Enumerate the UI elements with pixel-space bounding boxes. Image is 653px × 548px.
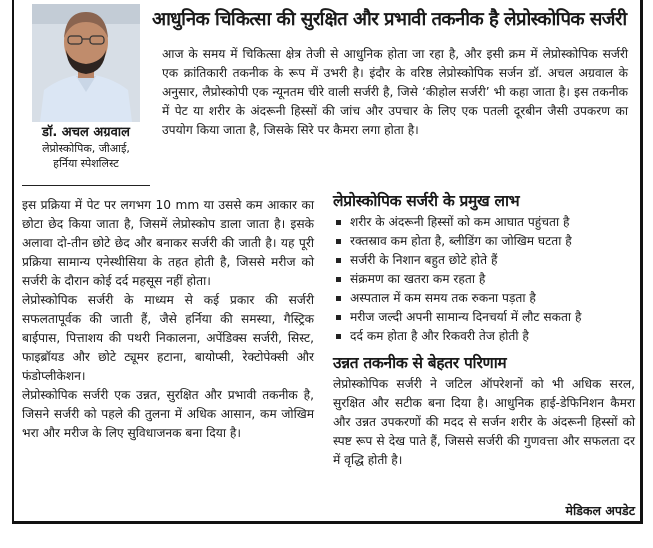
benefit-item <box>333 232 635 251</box>
benefit-text: रक्तस्राव कम होता है, ब्लीडिंग का जोखिम घटता है <box>350 234 572 248</box>
section-credit: मेडिकल अपडेट <box>565 503 635 518</box>
benefits-heading: लेप्रोस्कोपिक सर्जरी के प्रमुख लाभ <box>333 192 520 210</box>
benefit-text: सर्जरी के निशान बहुत छोटे होते हैं <box>350 253 498 267</box>
author-photo <box>32 4 140 122</box>
results-heading: उन्नत तकनीक से बेहतर परिणाम <box>333 354 507 372</box>
author-name: डॉ. अचल अग्रवाल <box>42 125 130 140</box>
bullet-icon <box>336 315 341 320</box>
benefit-text: अस्पताल में कम समय तक रुकना पड़ता है <box>350 291 536 305</box>
intro-paragraph: आज के समय में चिकित्सा क्षेत्र तेजी से आधुनिक होता जा रहा है, और इसी क्रम में लेप्रोस्कोपिक सर्जरी एक क्रांतिकारी तकनीक के रूप में उभरी है। इंदौर के वरिष्ठ लेप्रोस्कोपिक सर्जन डॉ. अचल अग्रवाल के अनुसार, लैप्रोस्कोपी एक न्यूनतम चीरे वाली सर्जरी है, जिसे ‘कीहोल सर्जरी’ भी कहा जाता है। इस तकनीक में पेट या शरीर के अंदरूनी हिस्सों की जांच और उपचार के लिए एक पतली दूरबीन जैसी उपकरण का उपयोग किया जाता है, जिसके सिरे पर कैमरा लगा होता है। <box>162 47 628 137</box>
benefit-text: दर्द कम होता है और रिकवरी तेज होती है <box>350 329 529 343</box>
right-column <box>333 190 635 470</box>
benefit-item <box>333 270 635 289</box>
body-paragraph: लेप्रोस्कोपिक सर्जरी एक उन्नत, सुरक्षित और प्रभावी तकनीक है, जिसने सर्जरी को पहले की तुलना में अधिक आसान, कम जोखिम भरा और मरीज के लिए सुविधाजनक बना दिया है। <box>22 388 314 440</box>
bullet-icon <box>336 334 341 339</box>
benefits-list <box>333 213 635 346</box>
body-paragraph: इस प्रक्रिया में पेट पर लगभग 10 mm या उससे कम आकार का छोटा छेद किया जाता है, जिसमें लेप्रोस्कोप डाला जाता है। इसके अलावा दो-तीन छोटे छेद और बनाकर सर्जरी की जाती है। यह पूरी प्रक्रिया सामान्य एनेस्थीसिया के तहत होती है, जिससे मरीज को सर्जरी के दौरान कोई दर्द महसूस नहीं होता। <box>22 198 314 288</box>
author-byline <box>16 124 156 171</box>
benefit-item <box>333 251 635 270</box>
left-column <box>22 196 314 443</box>
benefit-item <box>333 213 635 232</box>
bullet-icon <box>336 239 341 244</box>
author-role-line1: लेप्रोस्कोपिक, जीआई, <box>42 142 130 155</box>
author-role-line2: हर्निया स्पेशलिस्ट <box>53 157 119 170</box>
bullet-icon <box>336 258 341 263</box>
benefit-text: संक्रमण का खतरा कम रहता है <box>350 272 486 286</box>
benefit-text: मरीज जल्दी अपनी सामान्य दिनचर्या में लौट सकता है <box>350 310 582 324</box>
byline-divider <box>22 185 150 186</box>
results-paragraph: लेप्रोस्कोपिक सर्जरी ने जटिल ऑपरेशनों को भी अधिक सरल, सुरक्षित और सटीक बना दिया है। आधुनिक हाई-डेफिनिशन कैमरा और उन्नत उपकरणों की मदद से सर्जन शरीर के अंदरूनी हिस्सों को स्पष्ट रूप से देख पाते हैं, जिससे सर्जरी की गुणवत्ता और सफलता दर में वृद्धि होती है। <box>333 377 635 467</box>
bullet-icon <box>336 296 341 301</box>
benefit-item <box>333 289 635 308</box>
body-paragraph: लेप्रोस्कोपिक सर्जरी के माध्यम से कई प्रकार की सर्जरी सफलतापूर्वक की जाती हैं, जैसे हर्निया की समस्या, गैस्ट्रिक बाईपास, पित्ताशय की पथरी निकालना, अपेंडिक्स सर्जरी, सिस्ट, फाइब्रॉयड और छोटे ट्यूमर हटाना, बायोप्सी, रेक्टोपेक्सी और फंडोप्लीकेशन। <box>22 293 314 383</box>
bullet-icon <box>336 277 341 282</box>
bullet-icon <box>336 220 341 225</box>
headline: आधुनिक चिकित्सा की सुरक्षित और प्रभावी तकनीक है लेप्रोस्कोपिक सर्जरी <box>152 9 627 30</box>
benefit-item <box>333 327 635 346</box>
benefit-text: शरीर के अंदरूनी हिस्सों को कम आघात पहुंचता है <box>350 215 570 229</box>
benefit-item <box>333 308 635 327</box>
